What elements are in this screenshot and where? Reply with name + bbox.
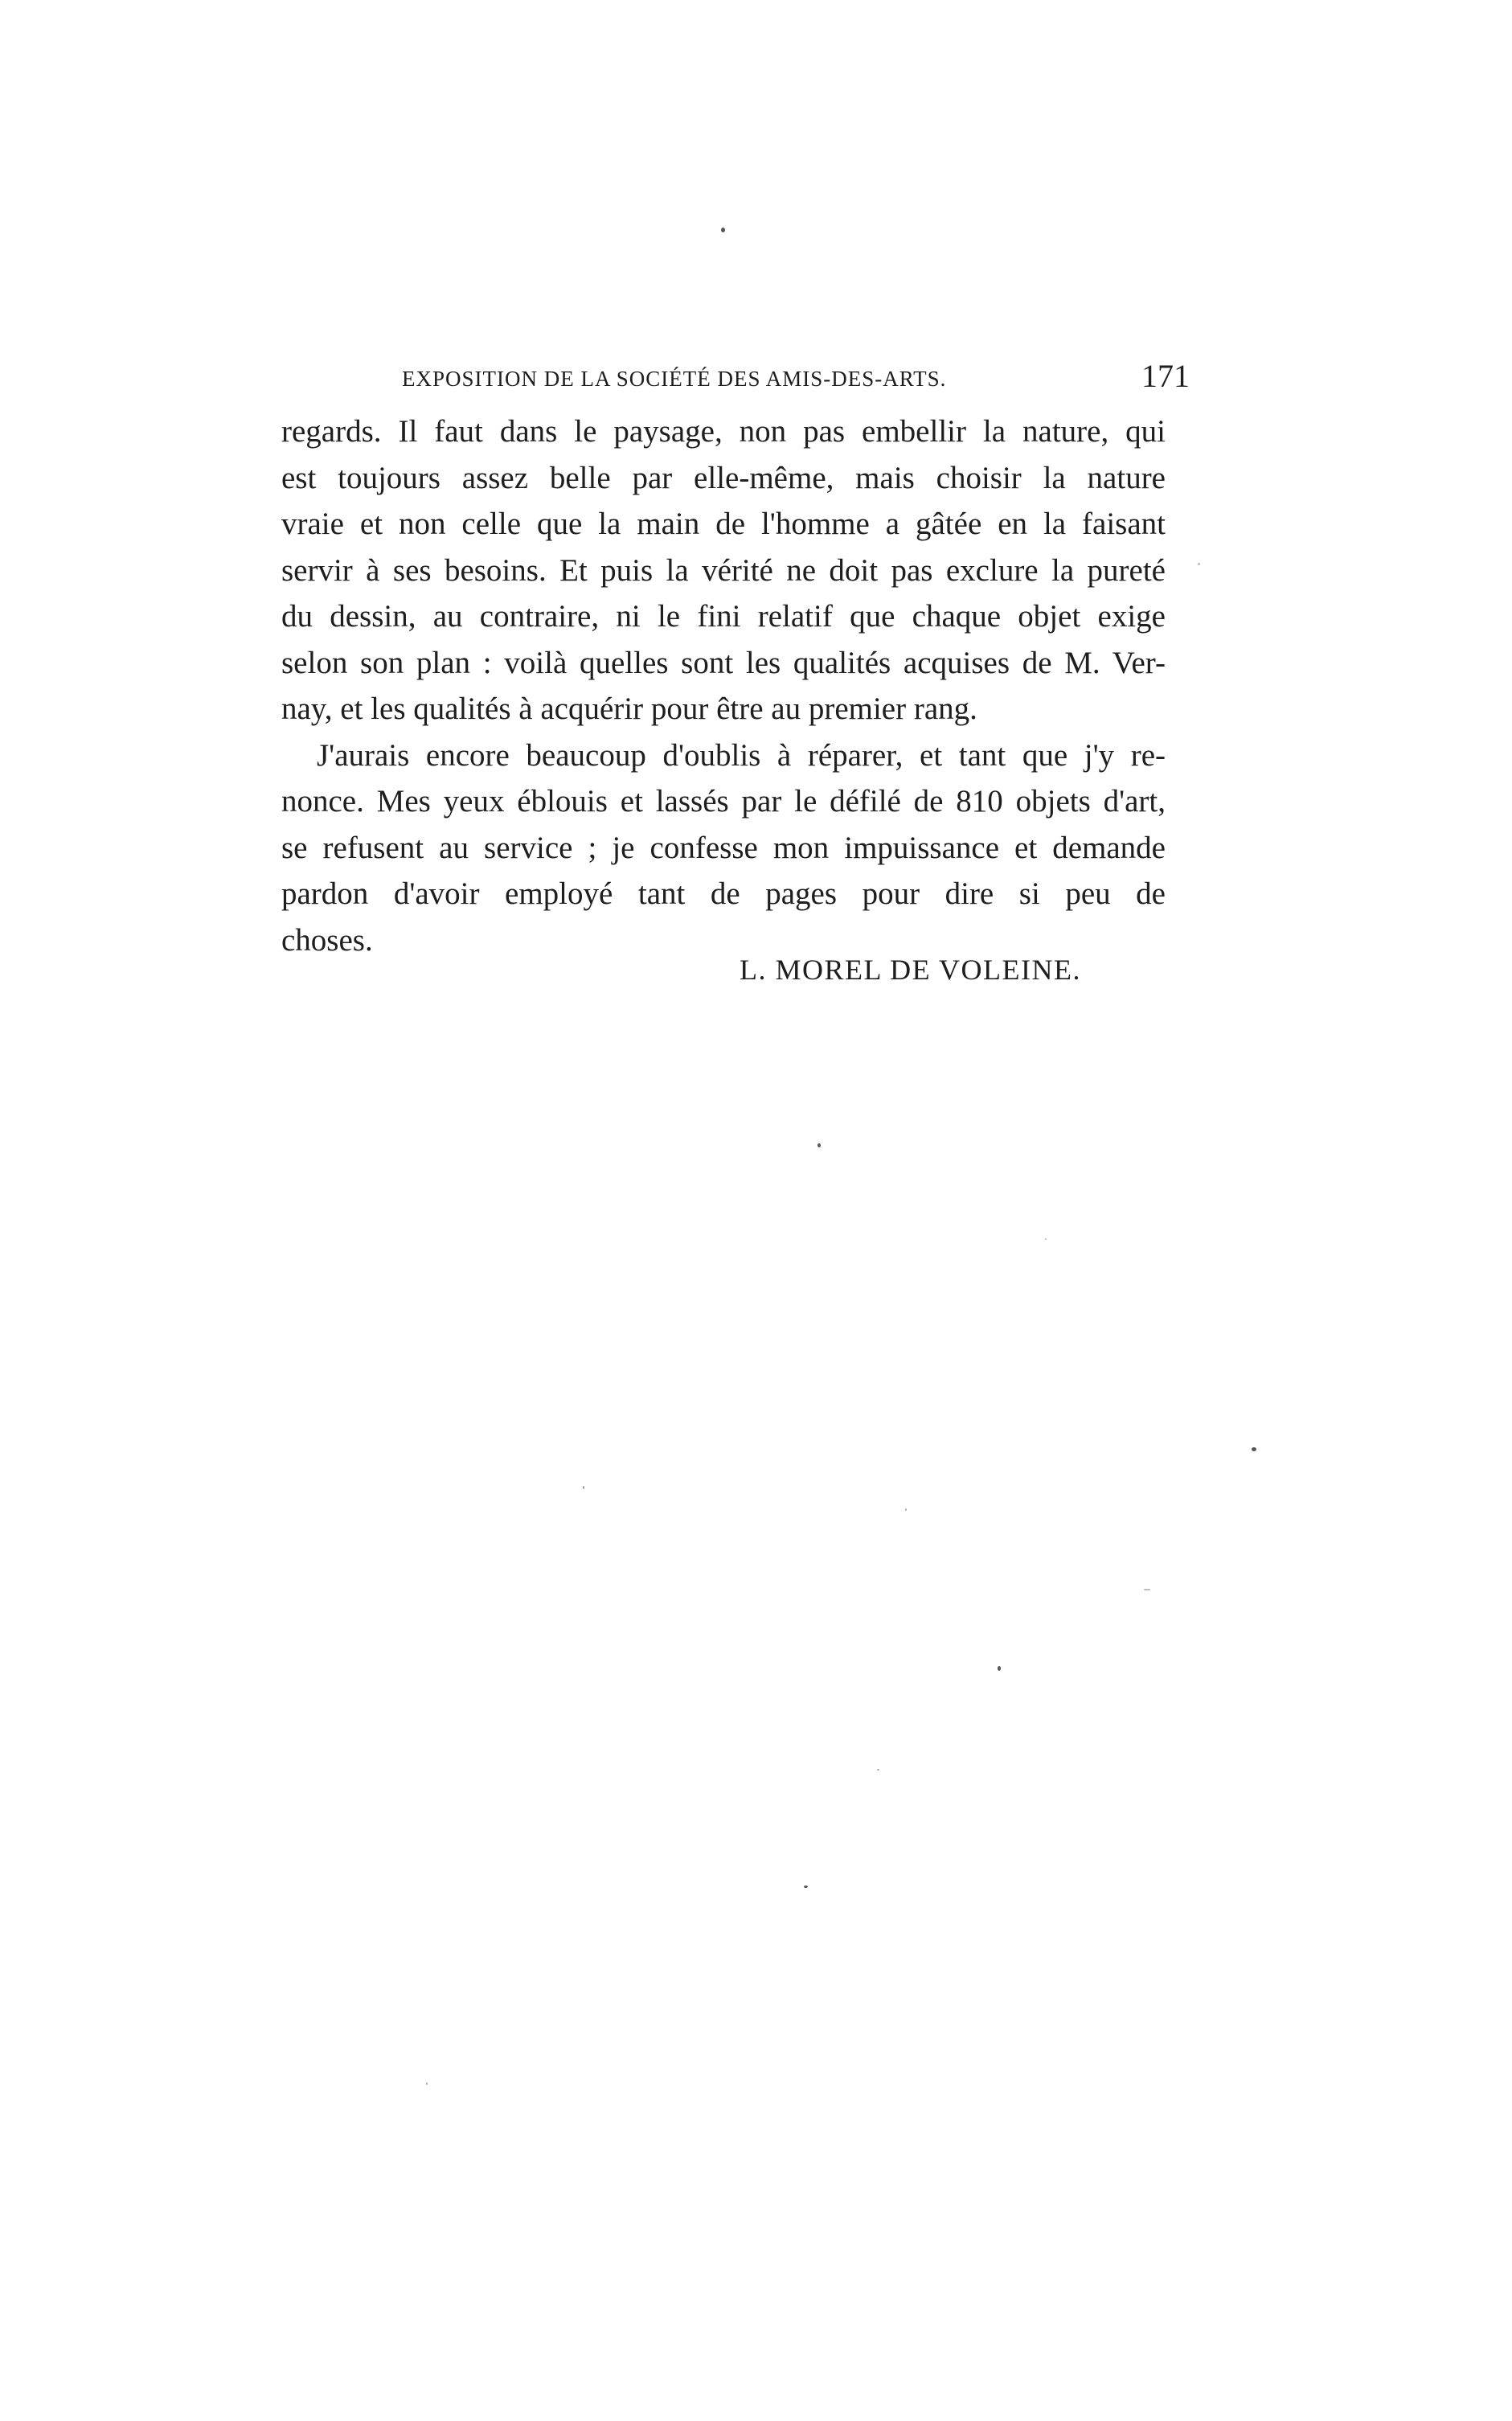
body-text xyxy=(281,408,1166,963)
scan-speck xyxy=(998,1666,1001,1671)
scan-speck xyxy=(1252,1447,1256,1451)
scan-speck xyxy=(1045,1238,1047,1240)
running-head xyxy=(281,357,1190,405)
scan-speck xyxy=(905,1508,907,1511)
author-signature: L. MOREL DE VOLEINE. xyxy=(740,954,1081,986)
text-line: selon son plan : voilà quelles sont les qualités acquises de M. Ver- xyxy=(281,645,1166,680)
scan-speck xyxy=(804,1886,808,1888)
text-line: vraie et non celle que la main de l'homme a gâtée en la faisant xyxy=(281,507,1166,541)
scan-speck xyxy=(877,1769,879,1771)
text-line: pardon d'avoir employé tant de pages pour dire si peu de xyxy=(281,876,1166,911)
scan-speck xyxy=(1144,1589,1150,1590)
text-line: du dessin, au contraire, ni le fini relatif que chaque objet exige xyxy=(281,599,1166,634)
text-line: nay, et les qualités à acquérir pour être au premier rang. xyxy=(281,691,977,726)
text-line: est toujours assez belle par elle-même, mais choisir la nature xyxy=(281,460,1166,495)
running-title: EXPOSITION DE LA SOCIÉTÉ DES AMIS-DES-ARTS. xyxy=(402,367,947,391)
page-number: 171 xyxy=(1141,358,1190,394)
text-line: nonce. Mes yeux éblouis et lassés par le défilé de 810 objets d'art, xyxy=(281,784,1166,819)
text-line: J'aurais encore beaucoup d'oublis à réparer, et tant que j'y re- xyxy=(317,737,1166,773)
text-line: regards. Il faut dans le paysage, non pas embellir la nature, qui xyxy=(281,414,1166,449)
text-line: se refusent au service ; je confesse mon impuissance et demande xyxy=(281,830,1166,865)
text-line: choses. xyxy=(281,922,373,958)
text-line: servir à ses besoins. Et puis la vérité ne doit pas exclure la pureté xyxy=(281,552,1166,588)
scan-speck xyxy=(1198,563,1200,565)
scan-speck xyxy=(426,2082,428,2085)
scan-speck xyxy=(721,228,725,232)
scan-speck xyxy=(817,1143,821,1147)
scan-speck xyxy=(583,1486,584,1489)
